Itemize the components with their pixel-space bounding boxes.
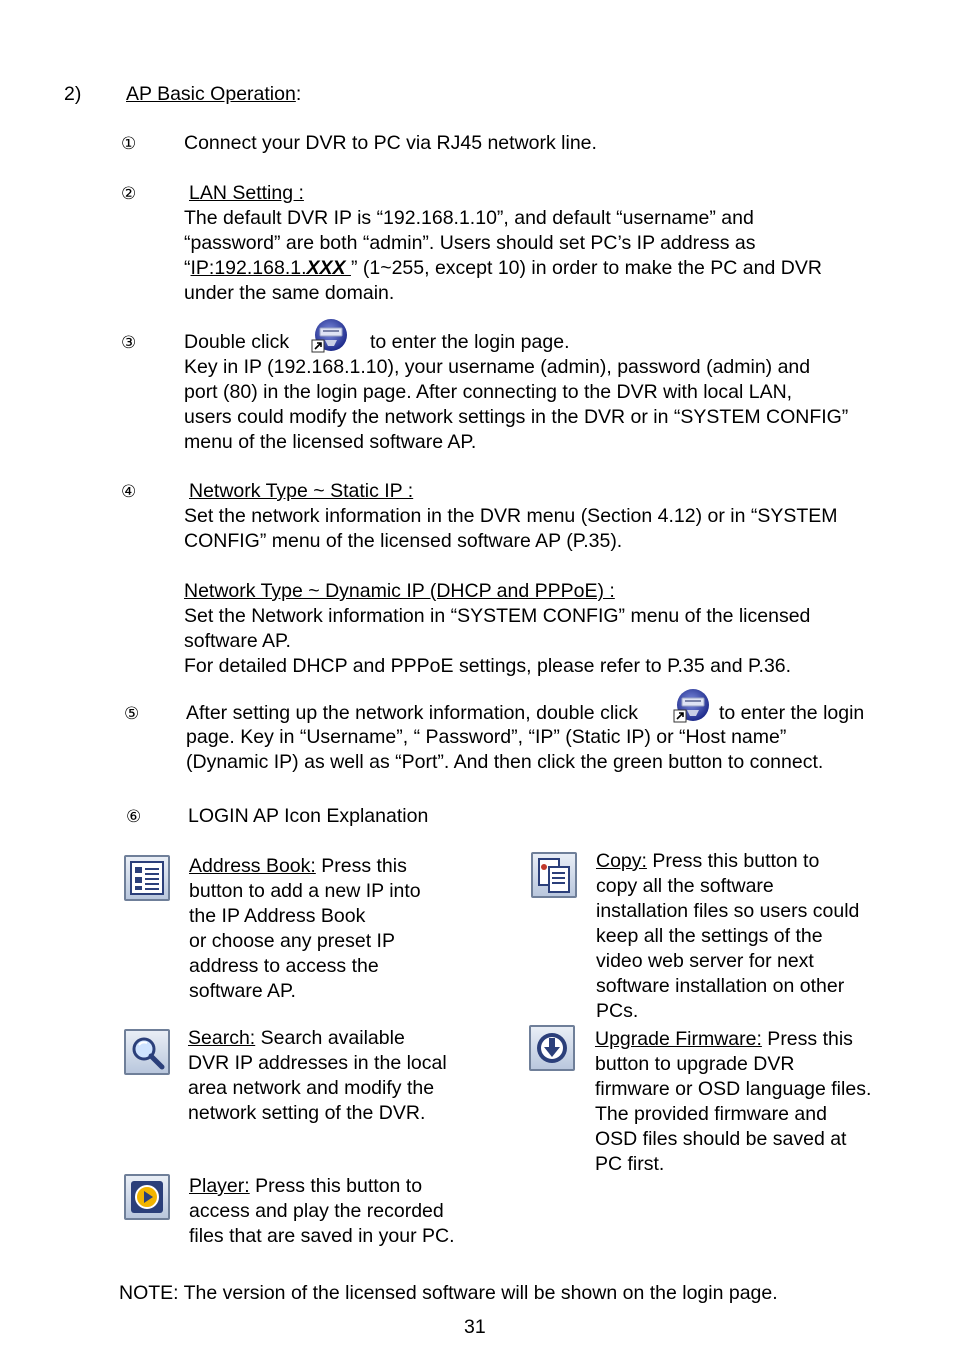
- copy-desc-3: installation files so users could: [596, 900, 860, 922]
- search-desc-1: [188, 1026, 405, 1051]
- player-desc-3: files that are saved in your PC.: [189, 1225, 455, 1247]
- page-number: 31: [464, 1316, 486, 1338]
- search-icon[interactable]: [124, 1029, 170, 1075]
- copy-desc-1: [596, 849, 819, 874]
- ip-open-quote: “: [184, 257, 191, 279]
- player-text: Press this button to: [249, 1175, 423, 1197]
- ip-xxx: XXX: [306, 257, 351, 279]
- address-book-desc-3: the IP Address Book: [189, 905, 366, 927]
- step-2-marker: ②: [121, 184, 137, 203]
- step-3-line-4: users could modify the network settings in the DVR or in “SYSTEM CONFIG”: [184, 406, 849, 428]
- step-5-line-3: (Dynamic IP) as well as “Port”. And then click the green button to connect.: [186, 751, 824, 773]
- step-4-line-3: Set the Network information in “SYSTEM CONFIG” menu of the licensed: [184, 605, 811, 627]
- player-label: Player:: [189, 1175, 250, 1197]
- step-3-marker: ③: [121, 333, 137, 352]
- search-label: Search:: [188, 1027, 256, 1049]
- upgrade-desc-5: OSD files should be saved at: [595, 1128, 847, 1150]
- step-2-line-1: The default DVR IP is “192.168.1.10”, and default “username” and: [184, 207, 754, 229]
- search-desc-3: area network and modify the: [188, 1077, 435, 1099]
- search-text: Search available: [255, 1027, 405, 1049]
- copy-icon[interactable]: [531, 852, 577, 898]
- address-book-desc-1: [189, 854, 407, 879]
- address-book-desc-5: address to access the: [189, 955, 379, 977]
- step-6-marker: ⑥: [126, 807, 142, 826]
- copy-desc-6: software installation on other: [596, 975, 845, 997]
- search-desc-4: network setting of the DVR.: [188, 1102, 426, 1124]
- upgrade-desc-6: PC first.: [595, 1153, 665, 1175]
- step-3-line-5: menu of the licensed software AP.: [184, 431, 477, 453]
- step-5-line-2: page. Key in “Username”, “ Password”, “IP” (Static IP) or “Host name”: [186, 726, 787, 748]
- step-2-line-2: “password” are both “admin”. Users should set PC’s IP address as: [184, 232, 756, 254]
- upgrade-desc-3: firmware or OSD language files.: [595, 1078, 872, 1100]
- section-title-text: AP Basic Operation: [126, 83, 296, 105]
- login-ap-icon[interactable]: [311, 318, 349, 354]
- player-desc-1: [189, 1174, 422, 1199]
- copy-text: Press this button to: [646, 850, 820, 872]
- dynamic-ip-heading: Network Type ~ Dynamic IP (DHCP and PPPoE) :: [184, 580, 615, 602]
- copy-desc-7: PCs.: [596, 1000, 639, 1022]
- step-1-marker: ①: [121, 134, 137, 153]
- step-5-lead: After setting up the network information, double click: [186, 702, 638, 724]
- download-icon[interactable]: [529, 1025, 575, 1071]
- step-4-line-2: CONFIG” menu of the licensed software AP (P.35).: [184, 530, 623, 552]
- section-number: 2): [64, 83, 82, 105]
- address-book-desc-6: software AP.: [189, 980, 296, 1002]
- ip-example: [191, 257, 351, 279]
- step-4-line-5: For detailed DHCP and PPPoE settings, please refer to P.35 and P.36.: [184, 655, 792, 677]
- upgrade-desc-2: button to upgrade DVR: [595, 1053, 795, 1075]
- upgrade-desc-1: [595, 1027, 853, 1052]
- note: NOTE: The version of the licensed software will be shown on the login page.: [119, 1282, 778, 1304]
- ip-prefix: IP:192.168.1.: [190, 257, 307, 279]
- ip-rest: ” (1~255, except 10) in order to make the PC and DVR: [350, 257, 822, 279]
- player-desc-2: access and play the recorded: [189, 1200, 444, 1222]
- step-4-line-4: software AP.: [184, 630, 291, 652]
- copy-desc-4: keep all the settings of the: [596, 925, 823, 947]
- address-book-icon[interactable]: [124, 855, 170, 901]
- step-5-tail: to enter the login: [719, 702, 865, 724]
- step-2-line-3: [184, 256, 822, 281]
- address-book-desc-4: or choose any preset IP: [189, 930, 395, 952]
- section-title: [126, 82, 301, 107]
- address-book-text: Press this: [315, 855, 407, 877]
- step-5-marker: ⑤: [124, 704, 140, 723]
- search-desc-2: DVR IP addresses in the local: [188, 1052, 447, 1074]
- static-ip-heading: Network Type ~ Static IP :: [189, 480, 414, 502]
- upgrade-desc-4: The provided firmware and: [595, 1103, 827, 1125]
- step-4-line-1: Set the network information in the DVR menu (Section 4.12) or in “SYSTEM: [184, 505, 838, 527]
- copy-desc-2: copy all the software: [596, 875, 774, 897]
- step-3-line-2: Key in IP (192.168.1.10), your username (admin), password (admin) and: [184, 356, 811, 378]
- lan-setting-heading: LAN Setting :: [189, 182, 304, 204]
- step-3-line-3: port (80) in the login page. After connecting to the DVR with local LAN,: [184, 381, 793, 403]
- step-4-marker: ④: [121, 482, 137, 501]
- step-3-tail: to enter the login page.: [370, 331, 570, 353]
- upgrade-text: Press this: [761, 1028, 853, 1050]
- copy-desc-5: video web server for next: [596, 950, 814, 972]
- player-icon[interactable]: [124, 1174, 170, 1220]
- step-6-text: LOGIN AP Icon Explanation: [188, 805, 429, 827]
- step-2-line-4: under the same domain.: [184, 282, 395, 304]
- login-ap-icon[interactable]: [673, 688, 711, 724]
- step-1-text: Connect your DVR to PC via RJ45 network line.: [184, 132, 597, 154]
- address-book-desc-2: button to add a new IP into: [189, 880, 421, 902]
- section-title-suffix: :: [295, 83, 302, 105]
- upgrade-label: Upgrade Firmware:: [595, 1028, 762, 1050]
- step-3-lead: Double click: [184, 331, 290, 353]
- address-book-label: Address Book:: [189, 855, 316, 877]
- copy-label: Copy:: [596, 850, 647, 872]
